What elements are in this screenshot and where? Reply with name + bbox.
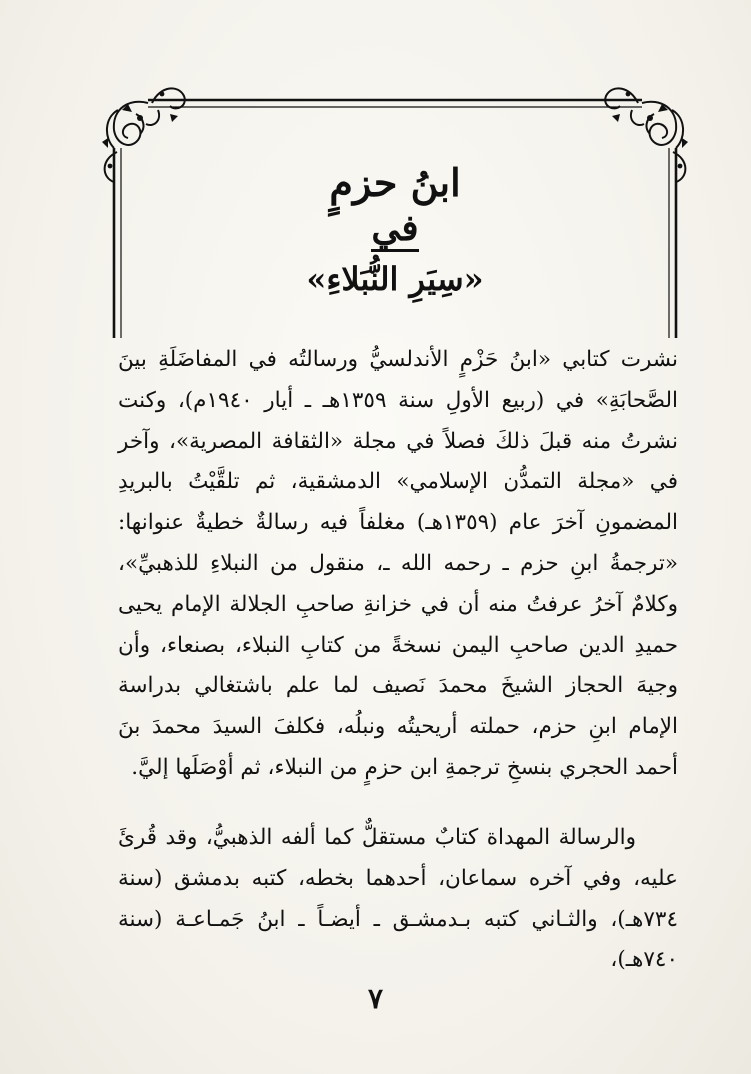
page-title-line-3: «سِيَرِ النُّبَلاءِ» [306, 260, 484, 298]
page-title-fi: في [371, 209, 418, 252]
paragraph-2 [118, 818, 678, 981]
page-title-line-1: ابنُ حزمٍ [329, 160, 461, 205]
paragraph-2-text: والرسالة المهداة كتابٌ مستقلٌّ كما ألفه الذهبيُّ، وقد قُرئَ عليه، وفي آخره سماعان، أحدهما بخطه، كتبه بدمشق (سنة ٧٣٤هـ)، والثـاني كتبه بـدمشـق ـ أيضـاً ـ ابنُ جَمـاعـة (سنة ٧٤٠هـ)، [118, 825, 678, 973]
paragraph-1 [118, 340, 678, 789]
page-number: ٧ [367, 982, 384, 1015]
page-title-line-2 [160, 207, 630, 252]
paragraph-1-text: نشرت كتابي «ابنُ حَزْمٍ الأندلسيُّ ورسالتُه في المفاضَلَةِ بينَ الصَّحابَةِ» في (ربيع الأولِ سنة ١٣٥٩هـ ـ أيار ١٩٤٠م)، وكنت نشرتُ منه قبلَ ذلكَ فصلاً في مجلة «الثقافة المصرية»، وآخر في «مجلة التمدُّن الإسلامي» الدمشقية، ثم تلقَّيْتُ بالبريدِ المضمونِ آخرَ عام (١٣٥٩هـ) مغلفاً فيه رسالةٌ خطيةٌ عنوانها: «ترجمةُ ابنِ حزم ـ رحمه الله ـ، منقول من النبلاءِ للذهبيِّ»، وكلامٌ آخرُ عرفتُ منه أن في خزانةِ صاحبِ الجلالة الإمام يحيى حميدِ الدين صاحبِ اليمن نسخةً من كتابِ النبلاء، بصنعاء، وأن وجيهَ الحجاز الشيخَ محمدَ نَصيف لما علم باشتغالي بدراسة الإمام ابنِ حزم، حملته أريحيتُه ونبلُه، فكلفَ السيدَ محمدَ بنَ أحمد الحجري بنسخِ ترجمةِ ابن حزمٍ من النبلاء، ثم أوْصَلَها إليَّ. [118, 347, 678, 780]
